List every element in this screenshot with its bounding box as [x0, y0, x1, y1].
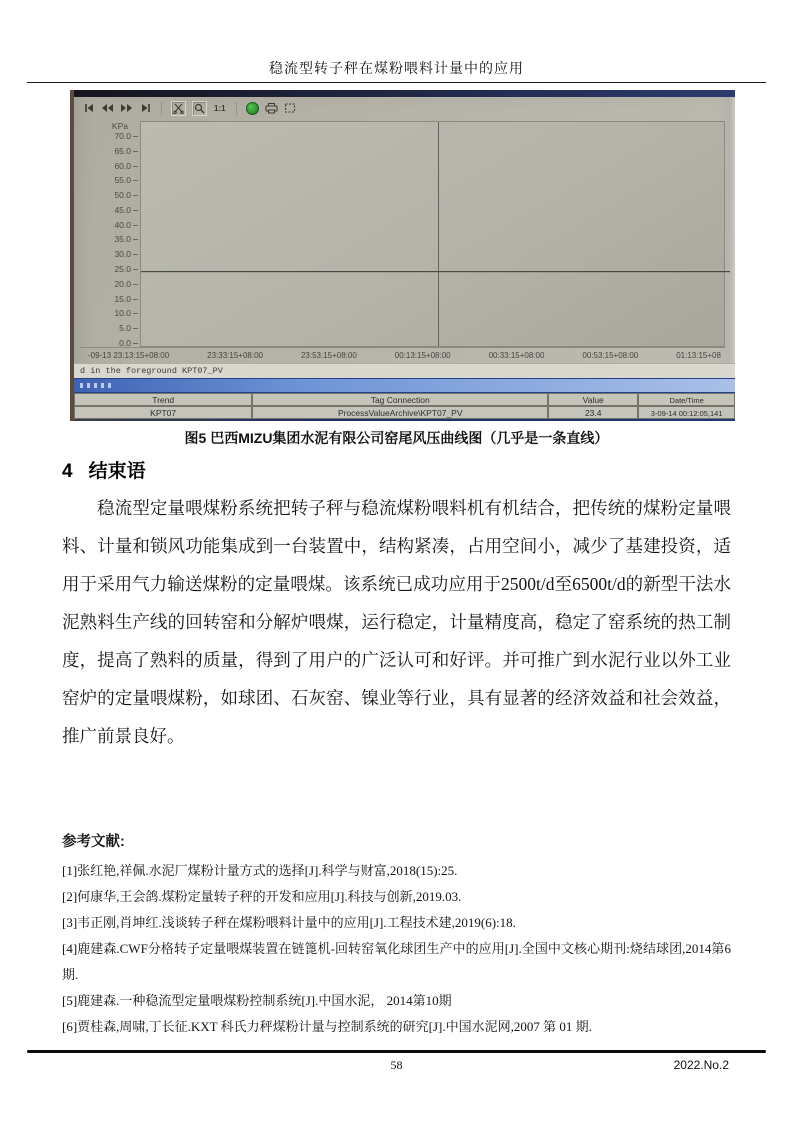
taskbar-strip — [74, 419, 735, 421]
y-tick: 10.0 — [114, 309, 138, 317]
x-tick: 00:33:15+08:00 — [488, 351, 545, 360]
trend-chart — [74, 119, 735, 347]
issue-label: 2022.No.2 — [673, 1058, 729, 1072]
toolbar-separator — [161, 102, 162, 115]
rewind-icon — [101, 102, 114, 115]
references-section — [62, 830, 731, 1040]
y-tick: 25.0 — [114, 265, 138, 273]
cut-icon — [171, 101, 186, 116]
reference-item: [6]贾桂森,周啸,丁长征.KXT 科氏力秤煤粉计量与控制系统的研究[J].中国水泥网,2007 第 01 期. — [62, 1019, 592, 1034]
cell-tag-connection: ProcessValueArchive\KPT07_PV — [252, 406, 548, 419]
references-heading: 参考文献: — [62, 834, 125, 850]
x-axis — [80, 347, 725, 363]
figure-screenshot — [70, 90, 735, 421]
y-tick: 40.0 — [114, 221, 138, 229]
first-icon — [82, 102, 95, 115]
cell-trend: KPT07 — [74, 406, 252, 419]
zoom-icon — [192, 101, 207, 116]
header-rule — [27, 82, 766, 83]
reference-item: [4]鹿建森.CWF分格转子定量喂煤装置在链篦机-回转窑氧化球团生产中的应用[J].全国中文核心期刊:烧结球团,2014第6期. — [62, 941, 731, 982]
y-tick: 30.0 — [114, 250, 138, 258]
y-tick: 0.0 — [119, 339, 138, 347]
footer-rule — [27, 1050, 766, 1053]
chart-cursor-line — [438, 122, 439, 346]
y-tick: 5.0 — [119, 324, 138, 332]
y-tick: 15.0 — [114, 295, 138, 303]
last-icon — [139, 102, 152, 115]
y-axis-unit: KPa — [111, 121, 128, 131]
status-bar: d in the foreground KPT07_PV — [74, 363, 735, 378]
y-tick: 35.0 — [114, 235, 138, 243]
col-header-tag-connection: Tag Connection — [252, 393, 548, 406]
figure-caption: 图5 巴西MIZU集团水泥有限公司窑尾风压曲线图（几乎是一条直线） — [184, 430, 609, 446]
col-header-trend: Trend — [74, 393, 252, 406]
cell-value: 23.4 — [548, 406, 638, 419]
plot-area — [140, 121, 725, 347]
y-tick: 20.0 — [114, 280, 138, 288]
select-area-icon — [284, 102, 297, 115]
references-list — [62, 858, 731, 1040]
reference-item: [3]韦正刚,肖坤红.浅谈转子秤在煤粉喂料计量中的应用[J].工程技术建,2019(6):18. — [62, 915, 516, 930]
one-to-one-icon: 1:1 — [214, 103, 226, 113]
x-tick: 23:33:15+08:00 — [207, 351, 263, 360]
x-tick: 00:13:15+08:00 — [394, 351, 451, 360]
body-paragraph: 稳流型定量喂煤粉系统把转子秤与稳流煤粉喂料机有机结合，把传统的煤粉定量喂料、计量和锁风功能集成到一台装置中，结构紧凑，占用空间小，减少了基建投资，适用于采用气力输送煤粉的定量喂煤。该系统已成功应用于2500t/d至6500t/d的新型干法水泥熟料生产线的回转窑和分解炉喂煤，运行稳定，计量精度高，稳定了窑系统的热工制度，提高了熟料的质量，得到了用户的广泛认可和好评。并可推广到水泥行业以外工业窑炉的定量喂煤粉，如球团、石灰窑、镍业等行业，具有显著的经济效益和社会效益，推广前景良好。 — [62, 498, 731, 746]
section-heading — [62, 456, 146, 483]
x-tick: 01:13:15+08 — [676, 351, 721, 360]
reference-item: [2]何康华,王会鸽.煤粉定量转子秤的开发和应用[J].科技与创新,2019.03. — [62, 889, 462, 904]
reference-item: [5]鹿建森.一种稳流型定量喂煤粉控制系统[J].中国水泥， 2014第10期 — [62, 993, 452, 1008]
y-axis — [80, 121, 140, 347]
y-tick: 50.0 — [114, 191, 138, 199]
record-icon — [246, 102, 259, 115]
y-tick: 65.0 — [114, 147, 138, 155]
y-tick: 45.0 — [114, 206, 138, 214]
page-number: 58 — [390, 1058, 403, 1072]
reference-item: [1]张红艳,祥佩.水泥厂煤粉计量方式的选择[J].科学与财富,2018(15):25. — [62, 863, 458, 878]
toolbar-separator — [236, 102, 237, 115]
trend-toolbar — [74, 97, 735, 119]
page-title: 稳流型转子秤在煤粉喂料计量中的应用 — [269, 62, 524, 77]
fast-forward-icon — [120, 102, 133, 115]
window-title-strip — [74, 90, 735, 97]
panel-title-bar — [74, 378, 735, 393]
y-tick: 60.0 — [114, 162, 138, 170]
y-tick-labels — [114, 132, 138, 347]
y-tick: 70.0 — [114, 132, 138, 140]
section-number: 4 — [62, 461, 73, 482]
col-header-datetime: Date/Time — [638, 393, 735, 406]
tag-table — [74, 393, 735, 419]
col-header-value: Value — [548, 393, 638, 406]
table-row — [74, 406, 735, 419]
pressure-trend-line — [141, 271, 730, 272]
x-tick: 00:53:15+08:00 — [582, 351, 639, 360]
x-tick: 23:53:15+08:00 — [300, 351, 357, 360]
section-title: 结束语 — [88, 461, 146, 482]
print-icon — [265, 102, 278, 115]
x-tick: -09-13 23:13:15+08:00 — [88, 351, 170, 360]
y-tick: 55.0 — [114, 176, 138, 184]
table-header-row — [74, 393, 735, 406]
cell-datetime: 3-09-14 00:12:05,141 — [638, 406, 735, 419]
